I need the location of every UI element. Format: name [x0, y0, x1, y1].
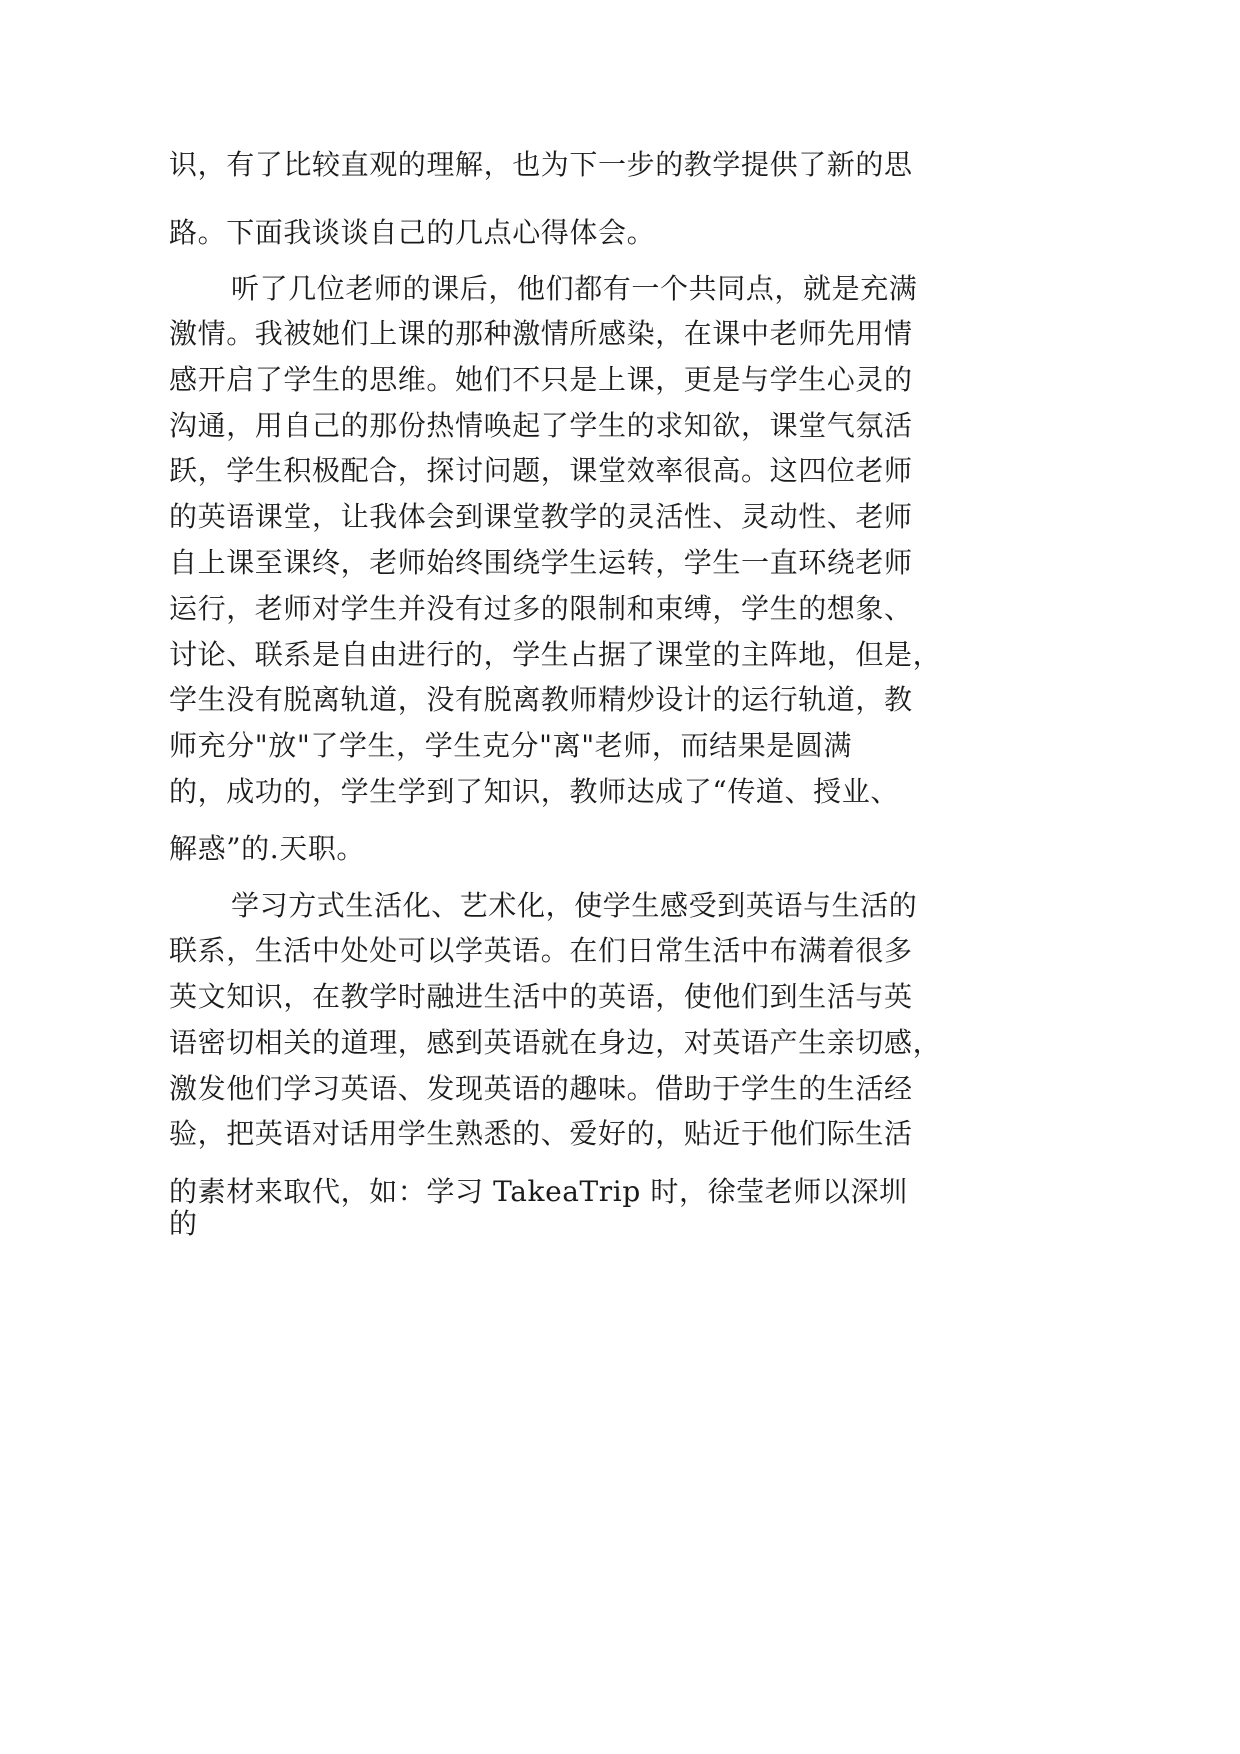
paragraph-3-line-4: 语密切相关的道理，感到英语就在身边，对英语产生亲切感， — [169, 1026, 942, 1059]
paragraph-2-line-9: 讨论、联系是自由进行的，学生占据了课堂的主阵地，但是， — [169, 638, 942, 671]
paragraph-2-line-5: 跃，学生积极配合，探讨问题，课堂效率很高。这四位老师 — [169, 454, 913, 487]
paragraph-2-line-7: 自上课至课终，老师始终围绕学生运转，学生一直环绕老师 — [169, 546, 913, 579]
paragraph-3-line-6: 验，把英语对话用学生熟悉的、爱好的，贴近于他们际生活 — [169, 1117, 913, 1150]
paragraph-3-line-2: 联系，生活中处处可以学英语。在们日常生活中布满着很多 — [169, 934, 913, 967]
paragraph-2-line-6: 的英语课堂，让我体会到课堂教学的灵活性、灵动性、老师 — [169, 500, 913, 533]
paragraph-2-line-10: 学生没有脱离轨道，没有脱离教师精炒设计的运行轨道，教 — [169, 683, 913, 716]
paragraph-2-line-2: 激情。我被她们上课的那种激情所感染，在课中老师先用情 — [169, 317, 913, 350]
paragraph-3-line-1: 学习方式生活化、艺术化，使学生感受到英语与生活的 — [231, 889, 918, 922]
paragraph-2-line-8: 运行，老师对学生并没有过多的限制和束缚，学生的想象、 — [169, 592, 913, 625]
paragraph-2-line-11: 师充分"放"了学生，学生克分"离"老师，而结果是圆满 — [169, 729, 853, 762]
paragraph-2-line-13: 解惑”的.天职。 — [169, 832, 366, 865]
paragraph-2-line-12: 的，成功的，学生学到了知识，教师达成了“传道、授业、 — [169, 775, 899, 808]
paragraph-2-line-4: 沟通，用自己的那份热情唤起了学生的求知欲，课堂气氛活 — [169, 409, 913, 442]
paragraph-2-line-3: 感开启了学生的思维。她们不只是上课，更是与学生心灵的 — [169, 363, 913, 396]
paragraph-3-line-7: 的素材来取代，如：学习 TakeaTrip 时，徐莹老师以深圳 — [169, 1175, 908, 1208]
paragraph-2-line-1: 听了几位老师的课后，他们都有一个共同点，就是充满 — [231, 272, 918, 305]
text-line-1: 识，有了比较直观的理解，也为下一步的教学提供了新的思 — [169, 148, 913, 181]
paragraph-3-line-5: 激发他们学习英语、发现英语的趣味。借助于学生的生活经 — [169, 1072, 913, 1105]
paragraph-3-line-8: 的 — [169, 1207, 198, 1240]
paragraph-3-line-3: 英文知识，在教学时融进生活中的英语，使他们到生活与英 — [169, 980, 913, 1013]
text-line-2: 路。下面我谈谈自己的几点心得体会。 — [169, 216, 656, 249]
